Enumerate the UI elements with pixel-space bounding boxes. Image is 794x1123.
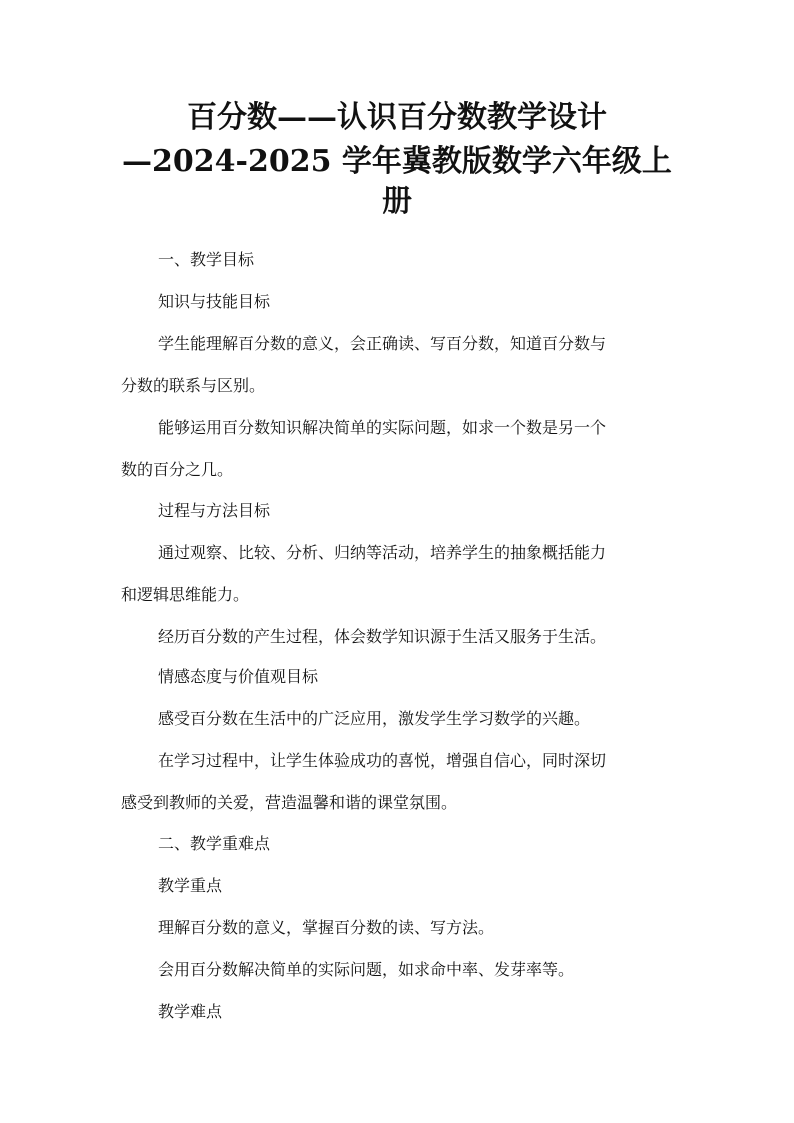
paragraph-line: 会用百分数解决简单的实际问题，如求命中率、发芽率等。 bbox=[158, 960, 575, 979]
paragraph-line: 学生能理解百分数的意义，会正确读、写百分数，知道百分数与 bbox=[158, 334, 607, 353]
paragraph-line: 通过观察、比较、分析、归纳等活动，培养学生的抽象概括能力 bbox=[158, 543, 607, 562]
paragraph-line: 感受百分数在生活中的广泛应用，激发学生学习数学的兴趣。 bbox=[158, 709, 591, 728]
paragraph-line: 数的百分之几。 bbox=[121, 460, 234, 479]
section-heading-key-difficult: 二、教学重难点 bbox=[158, 834, 271, 853]
subheading-difficult-points: 教学难点 bbox=[158, 1002, 223, 1021]
document-title-line-2: —2024-2025 学年冀教版数学六年级上 bbox=[122, 144, 672, 179]
paragraph-line: 在学习过程中，让学生体验成功的喜悦，增强自信心，同时深切 bbox=[158, 751, 607, 770]
subheading-attitude-values: 情感态度与价值观目标 bbox=[158, 667, 319, 686]
paragraph-line: 分数的联系与区别。 bbox=[121, 376, 266, 395]
paragraph-line: 感受到教师的关爱，营造温馨和谐的课堂氛围。 bbox=[121, 793, 458, 812]
paragraph-line: 和逻辑思维能力。 bbox=[121, 585, 250, 604]
section-heading-objectives: 一、教学目标 bbox=[158, 250, 255, 269]
subheading-key-points: 教学重点 bbox=[158, 876, 223, 895]
subheading-process-method: 过程与方法目标 bbox=[158, 501, 271, 520]
document-title-line-3: 册 bbox=[382, 184, 412, 219]
paragraph-line: 理解百分数的意义，掌握百分数的读、写方法。 bbox=[158, 918, 495, 937]
paragraph-line: 能够运用百分数知识解决简单的实际问题，如求一个数是另一个 bbox=[158, 418, 607, 437]
paragraph-line: 经历百分数的产生过程，体会数学知识源于生活又服务于生活。 bbox=[158, 627, 607, 646]
document-title-line-1: 百分数——认识百分数教学设计 bbox=[187, 100, 607, 135]
subheading-knowledge-skills: 知识与技能目标 bbox=[158, 292, 271, 311]
